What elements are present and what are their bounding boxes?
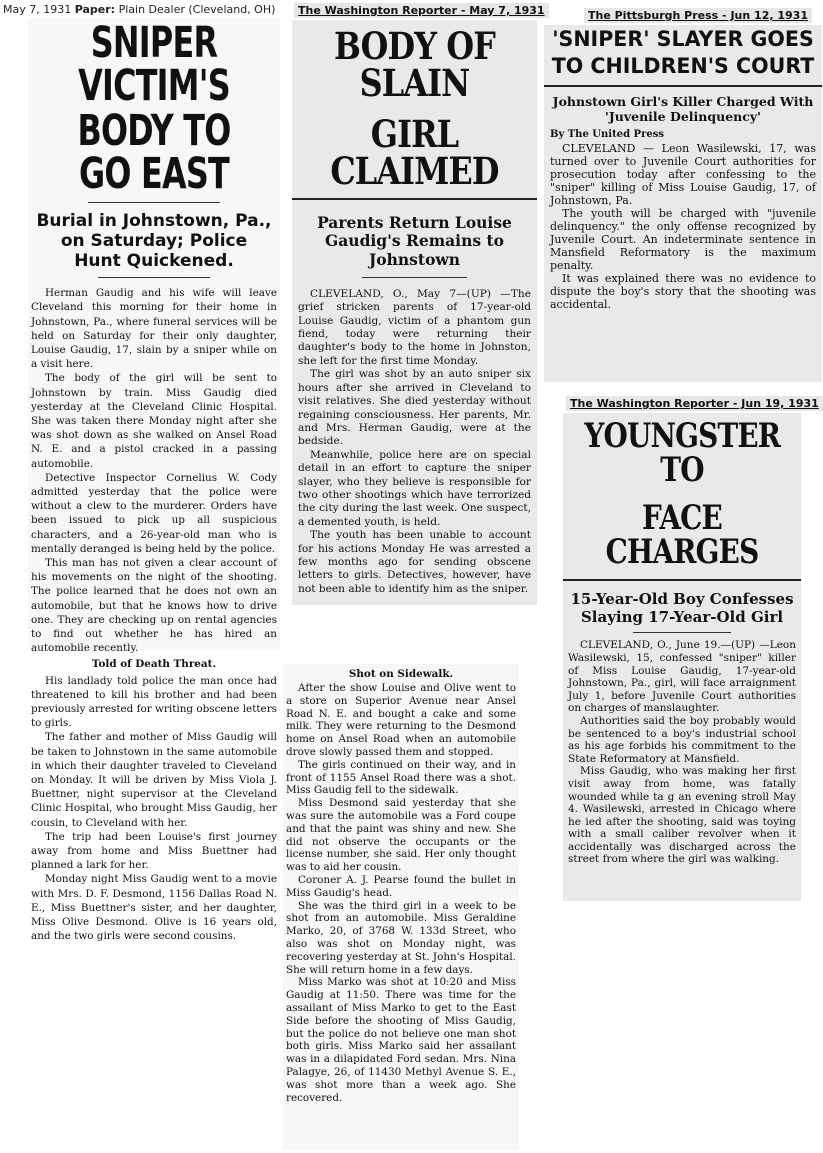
subheadline: Parents Return Louise Gaudig's Remains to Johnstown <box>317 213 512 269</box>
article-body <box>563 637 801 866</box>
paragraph: The father and mother of Miss Gaudig will be taken to Johnstown in the same automobile in which their daughter traveled to Cleveland on Monday. It will be driven by Miss Viola J. Buettner, night supervisor at the Cleveland Clinic Hospital, who brought Miss Gaudig, her cousin, to Cleveland with her. <box>31 731 277 829</box>
paragraph: His landlady told police the man once had threatened to kill his brother and had been previously arrested for writing obscene letters to girls. <box>31 674 277 730</box>
paragraph: She was the third girl in a week to be shot from an automobile. Miss Geraldine Marko, 20, of 3768 W. 133d Street, who also was shot on Monday night, was recovering yesterday at St. John's Hospital. She will return home in a few days. <box>286 899 516 976</box>
source-tab[interactable]: The Washington Reporter - May 7, 1931 <box>294 3 549 18</box>
paragraph: Monday night Miss Gaudig went to a movie with Mrs. D. F. Desmond, 1156 Dallas Road N. E., Miss Buettner's sister, and her daughter, Miss Olive Desmond. Olive is 16 years old, and the two girls were second cousins. <box>31 873 277 943</box>
headline-line-1: 'SNIPER' SLAYER GOES <box>552 27 814 51</box>
source-tab[interactable]: The Washington Reporter - Jun 19, 1931 <box>566 396 823 411</box>
divider <box>563 579 801 581</box>
clipping-washington-reporter-may <box>292 20 537 605</box>
headline-line-2: FACE CHARGES <box>605 498 759 572</box>
article-body <box>28 282 280 943</box>
paragraph: Coroner A. J. Pearse found the bullet in Miss Gaudig's head. <box>286 873 516 899</box>
article-body <box>544 142 822 311</box>
paragraph: Authorities said the boy probably would be sentenced to a boy's industrial school as his age forbids his commitment to the State Reformatory at Mansfield. <box>568 714 796 765</box>
byline: By The United Press <box>550 128 664 140</box>
subheadline: Johnstown Girl's Killer Charged With 'Juvenile Delinquency' <box>552 94 814 124</box>
paragraph: The body of the girl will be sent to Johnstown by train. Miss Gaudig died yesterday at the Cleveland Clinic Hospital. She was taken there Monday night after she was shot down as she walked on Ansel Road N. E. and a pistol cracked in a passing automobile. <box>31 372 277 470</box>
paragraph: Meanwhile, police here are on special detail in an effort to capture the sniper slayer, who they believe is responsible for two other shootings which have terrorized the city during the last week. One suspect, a demented youth, is held. <box>298 448 531 528</box>
clipping-plain-dealer <box>28 18 280 943</box>
paragraph: After the show Louise and Olive went to a store on Superior Avenue near Ansel Road N. E. and bought a cake and some milk. They were returning to the Desmond home on Ansel Road when an automobile drove slowly passed them and stopped. <box>286 682 516 758</box>
divider <box>544 85 822 87</box>
divider <box>362 277 467 278</box>
headline-line-1: BODY OF SLAIN <box>334 24 495 105</box>
divider <box>633 632 731 633</box>
divider <box>98 277 210 278</box>
paragraph: The youth has been unable to account for his actions Monday He was arrested a few months ago for sending obscene letters to girls. Detectives, however, have not been able to identify him as the sniper. <box>298 529 531 595</box>
headline-line-2: BODY TO GO EAST <box>77 106 231 199</box>
divider <box>292 198 537 200</box>
caption-paper-label: Paper: <box>74 3 116 16</box>
source-tab[interactable]: The Pittsburgh Press - Jun 12, 1931 <box>584 8 812 23</box>
paragraph: Herman Gaudig and his wife will leave Cleveland this morning for their home in Johnstown, Pa., where funeral services will be held on Saturday for their only daughter, Louise Gaudig, 17, slain by a sniper while on a visit here. <box>31 287 277 371</box>
article-body <box>292 284 537 596</box>
divider <box>88 202 220 203</box>
section-heading: Told of Death Threat. <box>91 658 217 671</box>
clipping-plain-dealer-continued <box>283 664 519 1150</box>
paragraph: The trip had been Louise's first journey away from home and Miss Buettner had planned a lark for her. <box>31 830 277 872</box>
paragraph: The girls continued on their way, and in front of 1155 Ansel Road there was a shot. Miss Gaudig fell to the sidewalk. <box>286 758 516 797</box>
headline-line-1: YOUNGSTER TO <box>584 416 781 490</box>
paragraph: Miss Desmond said yesterday that she was sure the automobile was a Ford coupe and that the paint was shiny and new. She did not observe the occupants or the license number, she said. Her only thought was to aid her cousin. <box>286 797 516 874</box>
paragraph: This man has not given a clear account of his movements on the night of the shooting. The police learned that he does not own an automobile, but that he knows how to drive one. They are checking up on rental agencies to find out whether he has hired an automobile recently. <box>31 557 277 655</box>
paragraph: Miss Marko was shot at 10:20 and Miss Gaudig at 11:50. There was time for the assailant of Miss Marko to get to the East Side before the shooting of Miss Gaudig, but the police do not believe one man shot both girls. Miss Marko said her assailant was in a dilapidated Ford sedan. Mrs. Nina Palagye, 26, of 11430 Methyl Avenue S. E., was shot more than a week ago. She recovered. <box>286 976 516 1104</box>
paragraph: Miss Gaudig, who was making her first visit away from home, was fatally wounded while ta g an evening stroll May 4. Wasilewski, arrested in Chicago where he ied after the shooting, said was toying with a small caliber revolver when it accidentally was discharged across the street from where the girl was walking. <box>568 765 796 866</box>
section-heading: Shot on Sidewalk. <box>348 668 454 680</box>
clipping-washington-reporter-june <box>563 413 801 901</box>
paragraph: CLEVELAND — Leon Wasilewski, 17, was turned over to Juvenile Court authorities for prosecution today after confessing to the "sniper" killing of Miss Louise Gaudig, 17, of Johnstown, Pa. <box>550 141 816 207</box>
paragraph: The youth will be charged with "juvenile delinquency." the only offense recognized by Juvenile Court. An indeterminate sentence in Mansfield Reformatory is the maximum penalty. <box>550 206 816 272</box>
paragraph: CLEVELAND, O., June 19.—(UP) —Leon Wasilewski, 15, confessed "sniper" killer of Miss Louise Gaudig, 17-year-old Johnstown, Pa., girl, will face arraignment July 1, before Juvenile Court authorities on charges of manslaughter. <box>568 639 796 715</box>
paragraph: Detective Inspector Cornelius W. Cody admitted yesterday that the police were without a clew to the murderer. Orders have been issued to pick up all suspicious characters, and a 26-year-old man who is mentally deranged is being held by the police. <box>31 471 277 555</box>
headline-line-2: GIRL CLAIMED <box>330 112 499 193</box>
subheadline: 15-Year-Old Boy Confesses Slaying 17-Year-Old Girl <box>570 590 794 626</box>
paragraph: The girl was shot by an auto sniper six hours after she arrived in Cleveland to visit relatives. She died yesterday without regaining consciousness. Her parents, Mr. and Mrs. Herman Gaudig, were at the bedside. <box>298 368 531 448</box>
caption-date: May 7, 1931 <box>3 3 72 16</box>
article-body <box>283 682 519 1104</box>
subheadline: Burial in Johnstown, Pa., on Saturday; Police Hunt Quickened. <box>36 211 272 272</box>
clipping-pittsburgh-press <box>544 25 822 382</box>
paragraph: CLEVELAND, O., May 7—(UP) —The grief stricken parents of 17-year-old Louise Gaudig, victim of a phantom gun fiend, today were returning their daughter's body to the home in Johnston, she left for the first time Monday. <box>298 287 531 367</box>
headline-line-1: SNIPER VICTIM'S <box>78 18 230 111</box>
clipping-caption <box>3 3 275 16</box>
caption-paper-name: Plain Dealer (Cleveland, OH) <box>118 3 276 16</box>
paragraph: It was explained there was no evidence to dispute the boy's story that the shooting was accidental. <box>550 271 816 311</box>
headline-line-2: TO CHILDREN'S COURT <box>551 54 815 78</box>
